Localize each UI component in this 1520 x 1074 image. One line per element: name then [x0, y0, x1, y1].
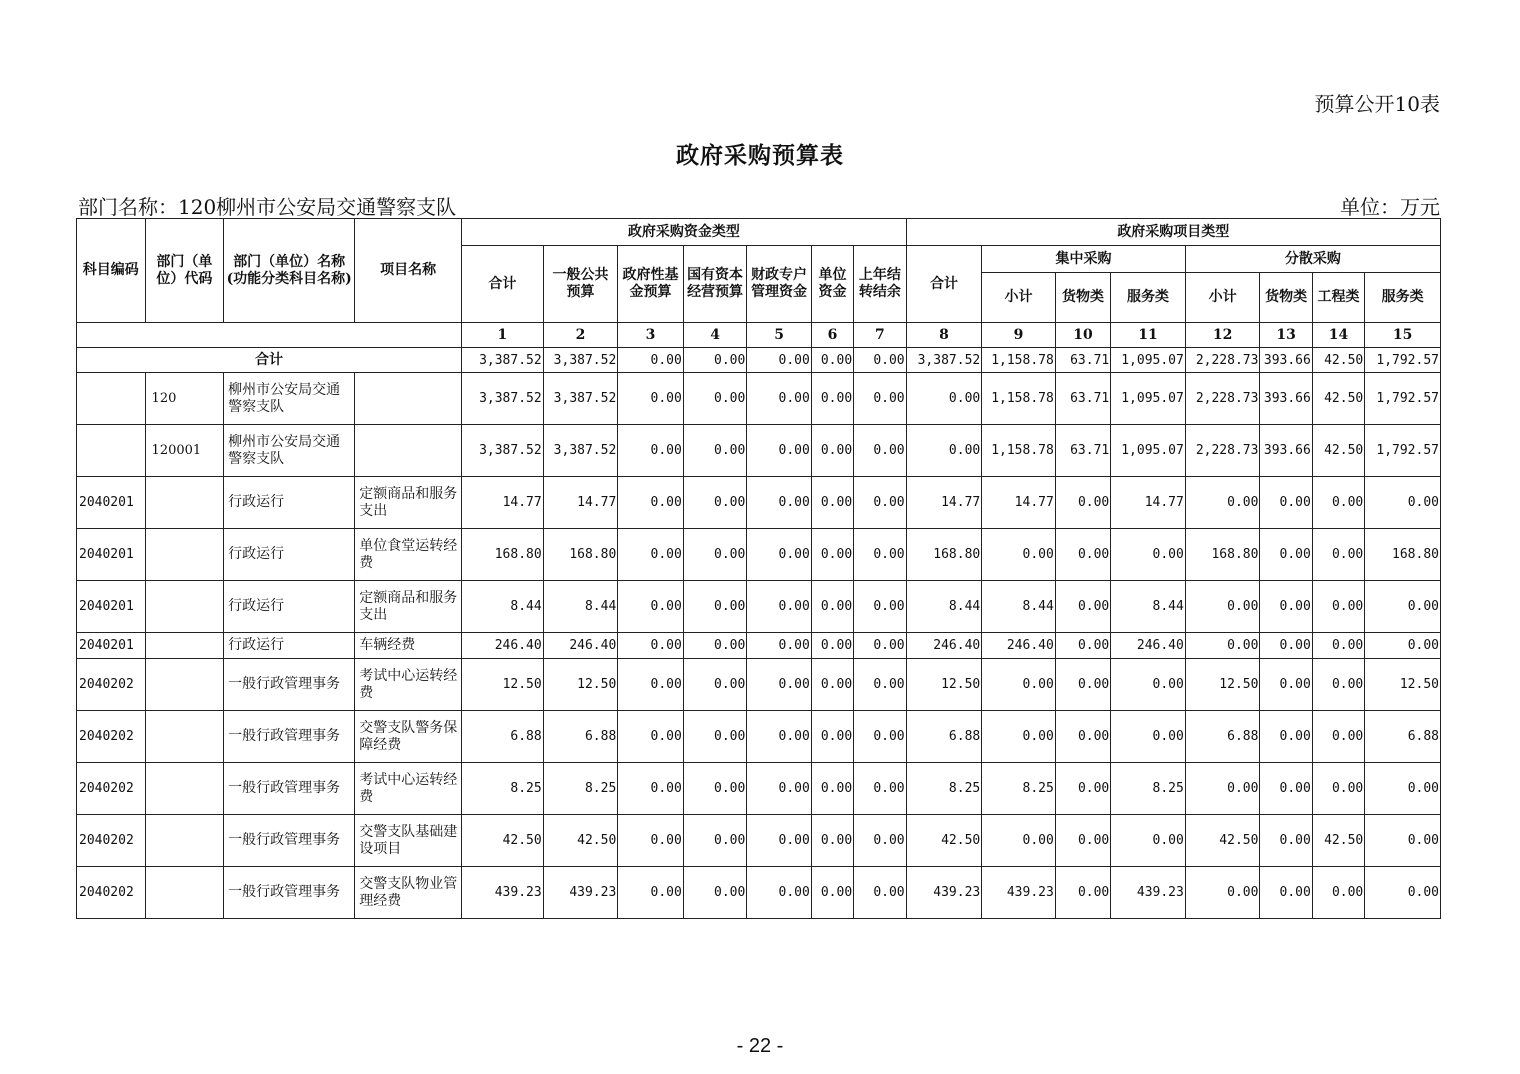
project-name-cell: 单位食堂运转经费 [355, 529, 462, 581]
value-cell: 42.50 [462, 815, 544, 867]
value-cell: 8.25 [543, 763, 618, 815]
value-cell: 0.00 [618, 425, 684, 477]
value-cell: 168.80 [462, 529, 544, 581]
project-name-cell: 交警支队警务保障经费 [355, 711, 462, 763]
value-cell: 0.00 [683, 867, 747, 919]
value-cell: 0.00 [982, 815, 1056, 867]
value-cell: 0.00 [811, 763, 853, 815]
header-project-total: 合计 [906, 246, 982, 323]
value-cell: 393.66 [1260, 373, 1312, 425]
value-cell: 0.00 [618, 711, 684, 763]
value-cell: 0.00 [1260, 477, 1312, 529]
value-cell: 246.40 [462, 633, 544, 659]
value-cell: 0.00 [747, 477, 812, 529]
value-cell: 8.44 [543, 581, 618, 633]
value-cell: 0.00 [1055, 633, 1110, 659]
dept-code-cell [145, 633, 224, 659]
value-cell: 0.00 [906, 373, 982, 425]
value-cell: 0.00 [1260, 763, 1312, 815]
header-central-services: 服务类 [1111, 273, 1186, 323]
value-cell: 0.00 [1365, 477, 1441, 529]
value-cell: 0.00 [1111, 711, 1186, 763]
value-cell: 0.00 [854, 477, 906, 529]
value-cell: 0.00 [618, 373, 684, 425]
total-value-cell: 393.66 [1260, 348, 1312, 373]
value-cell: 3,387.52 [462, 425, 544, 477]
value-cell: 0.00 [811, 815, 853, 867]
header-project-name: 项目名称 [355, 219, 462, 323]
total-value-cell: 1,792.57 [1365, 348, 1441, 373]
value-cell: 0.00 [747, 815, 812, 867]
value-cell: 2,228.73 [1185, 425, 1260, 477]
value-cell: 439.23 [982, 867, 1056, 919]
total-value-cell: 0.00 [811, 348, 853, 373]
value-cell: 0.00 [1365, 633, 1441, 659]
value-cell: 0.00 [811, 659, 853, 711]
header-subject-code: 科目编码 [77, 219, 146, 323]
header-fund-total: 合计 [462, 246, 544, 323]
value-cell: 0.00 [747, 763, 812, 815]
value-cell: 0.00 [618, 529, 684, 581]
column-number: 1 [462, 323, 544, 348]
value-cell: 0.00 [854, 659, 906, 711]
value-cell: 0.00 [1260, 659, 1312, 711]
value-cell: 0.00 [854, 711, 906, 763]
value-cell: 0.00 [1185, 581, 1260, 633]
value-cell: 0.00 [982, 529, 1056, 581]
value-cell: 0.00 [811, 633, 853, 659]
value-cell: 42.50 [1312, 425, 1364, 477]
dept-code-cell [145, 867, 224, 919]
value-cell: 0.00 [1055, 711, 1110, 763]
value-cell: 1,158.78 [982, 425, 1056, 477]
value-cell: 42.50 [1312, 373, 1364, 425]
value-cell: 8.25 [1111, 763, 1186, 815]
value-cell: 0.00 [1185, 477, 1260, 529]
column-number: 12 [1185, 323, 1260, 348]
value-cell: 439.23 [1111, 867, 1186, 919]
dept-name-cell: 一般行政管理事务 [224, 711, 355, 763]
value-cell: 0.00 [1365, 581, 1441, 633]
value-cell: 0.00 [811, 867, 853, 919]
subject-code-cell: 2040202 [77, 659, 146, 711]
subject-code-cell: 2040201 [77, 529, 146, 581]
table-row [77, 373, 1441, 425]
project-name-cell: 交警支队基础建设项目 [355, 815, 462, 867]
value-cell: 8.44 [982, 581, 1056, 633]
total-value-cell: 3,387.52 [462, 348, 544, 373]
header-dispersed-works: 工程类 [1312, 273, 1364, 323]
value-cell: 0.00 [747, 633, 812, 659]
header-special-account: 财政专户管理资金 [747, 246, 812, 323]
page-number: - 22 - [736, 1035, 784, 1057]
dept-code-cell [145, 763, 224, 815]
project-name-cell [355, 373, 462, 425]
value-cell: 14.77 [462, 477, 544, 529]
value-cell: 0.00 [1312, 711, 1364, 763]
value-cell: 0.00 [1185, 867, 1260, 919]
value-cell: 0.00 [854, 867, 906, 919]
value-cell: 0.00 [1055, 477, 1110, 529]
value-cell: 0.00 [1111, 659, 1186, 711]
value-cell: 0.00 [747, 425, 812, 477]
dept-code-cell [145, 815, 224, 867]
total-value-cell: 1,158.78 [982, 348, 1056, 373]
dept-name-cell: 行政运行 [224, 477, 355, 529]
column-number: 15 [1365, 323, 1441, 348]
value-cell: 0.00 [1111, 529, 1186, 581]
value-cell: 14.77 [906, 477, 982, 529]
dept-name-cell: 一般行政管理事务 [224, 763, 355, 815]
value-cell: 393.66 [1260, 425, 1312, 477]
header-project-type-group: 政府采购项目类型 [906, 219, 1440, 246]
value-cell: 0.00 [747, 529, 812, 581]
value-cell: 0.00 [618, 659, 684, 711]
table-row [77, 477, 1441, 529]
project-name-cell [355, 425, 462, 477]
value-cell: 3,387.52 [543, 425, 618, 477]
value-cell: 14.77 [1111, 477, 1186, 529]
value-cell: 0.00 [982, 711, 1056, 763]
table-row [77, 711, 1441, 763]
value-cell: 63.71 [1055, 373, 1110, 425]
project-name-cell: 定额商品和服务支出 [355, 581, 462, 633]
subject-code-cell: 2040202 [77, 763, 146, 815]
value-cell: 0.00 [982, 659, 1056, 711]
value-cell: 0.00 [1055, 763, 1110, 815]
column-number: 3 [618, 323, 684, 348]
value-cell: 0.00 [1312, 529, 1364, 581]
value-cell: 0.00 [1312, 659, 1364, 711]
header-central-subtotal: 小计 [982, 273, 1056, 323]
value-cell: 0.00 [747, 373, 812, 425]
column-number-spacer [77, 323, 462, 348]
subject-code-cell: 2040201 [77, 477, 146, 529]
header-fund-type-group: 政府采购资金类型 [462, 219, 907, 246]
dept-name-cell: 一般行政管理事务 [224, 867, 355, 919]
value-cell: 12.50 [906, 659, 982, 711]
dept-name-cell: 行政运行 [224, 581, 355, 633]
value-cell: 0.00 [683, 581, 747, 633]
total-value-cell: 1,095.07 [1111, 348, 1186, 373]
value-cell: 8.25 [982, 763, 1056, 815]
value-cell: 0.00 [1312, 633, 1364, 659]
value-cell: 0.00 [618, 815, 684, 867]
dept-code-cell [145, 659, 224, 711]
value-cell: 0.00 [854, 633, 906, 659]
column-number: 4 [683, 323, 747, 348]
column-number: 13 [1260, 323, 1312, 348]
value-cell: 0.00 [1260, 815, 1312, 867]
value-cell: 0.00 [683, 763, 747, 815]
value-cell: 3,387.52 [543, 373, 618, 425]
value-cell: 0.00 [1260, 633, 1312, 659]
value-cell: 0.00 [854, 581, 906, 633]
dept-code-cell: 120001 [145, 425, 224, 477]
value-cell: 6.88 [1365, 711, 1441, 763]
value-cell: 246.40 [982, 633, 1056, 659]
value-cell: 0.00 [854, 373, 906, 425]
table-row [77, 529, 1441, 581]
header-dept-code: 部门（单位）代码 [145, 219, 224, 323]
project-name-cell: 交警支队物业管理经费 [355, 867, 462, 919]
project-name-cell: 车辆经费 [355, 633, 462, 659]
header-general-budget: 一般公共预算 [543, 246, 618, 323]
dept-code-cell [145, 529, 224, 581]
value-cell: 0.00 [1111, 815, 1186, 867]
value-cell: 0.00 [854, 425, 906, 477]
value-cell: 42.50 [543, 815, 618, 867]
value-cell: 6.88 [906, 711, 982, 763]
value-cell: 0.00 [683, 373, 747, 425]
value-cell: 42.50 [1312, 815, 1364, 867]
column-number: 7 [854, 323, 906, 348]
total-value-cell: 63.71 [1055, 348, 1110, 373]
dept-name-cell: 一般行政管理事务 [224, 815, 355, 867]
value-cell: 1,792.57 [1365, 373, 1441, 425]
column-number: 11 [1111, 323, 1186, 348]
dept-code-cell: 120 [145, 373, 224, 425]
value-cell: 439.23 [543, 867, 618, 919]
value-cell: 14.77 [543, 477, 618, 529]
value-cell: 8.44 [1111, 581, 1186, 633]
column-number: 6 [811, 323, 853, 348]
value-cell: 0.00 [811, 711, 853, 763]
value-cell: 0.00 [1260, 581, 1312, 633]
header-central-procurement: 集中采购 [982, 246, 1186, 273]
value-cell: 246.40 [1111, 633, 1186, 659]
value-cell: 439.23 [906, 867, 982, 919]
department-name: 部门名称：120柳州市公安局交通警察支队 [78, 195, 457, 219]
column-number: 9 [982, 323, 1056, 348]
value-cell: 0.00 [1185, 633, 1260, 659]
value-cell: 0.00 [683, 425, 747, 477]
table-number: 预算公开10表 [1314, 92, 1440, 116]
value-cell: 0.00 [1365, 867, 1441, 919]
value-cell: 0.00 [1260, 529, 1312, 581]
value-cell: 1,095.07 [1111, 373, 1186, 425]
column-number: 10 [1055, 323, 1110, 348]
value-cell: 0.00 [1055, 867, 1110, 919]
value-cell: 0.00 [1055, 581, 1110, 633]
value-cell: 168.80 [906, 529, 982, 581]
value-cell: 0.00 [811, 425, 853, 477]
total-value-cell: 42.50 [1312, 348, 1364, 373]
value-cell: 0.00 [854, 529, 906, 581]
value-cell: 0.00 [811, 529, 853, 581]
value-cell: 0.00 [683, 815, 747, 867]
project-name-cell: 考试中心运转经费 [355, 659, 462, 711]
header-dispersed-services: 服务类 [1365, 273, 1441, 323]
total-value-cell: 0.00 [747, 348, 812, 373]
value-cell: 0.00 [1312, 763, 1364, 815]
value-cell: 8.44 [906, 581, 982, 633]
value-cell: 168.80 [543, 529, 618, 581]
table-row [77, 815, 1441, 867]
value-cell: 0.00 [683, 477, 747, 529]
value-cell: 0.00 [1312, 581, 1364, 633]
value-cell: 6.88 [462, 711, 544, 763]
value-cell: 0.00 [618, 633, 684, 659]
header-dispersed-procurement: 分散采购 [1185, 246, 1440, 273]
subject-code-cell [77, 373, 146, 425]
dept-name-cell: 一般行政管理事务 [224, 659, 355, 711]
value-cell: 0.00 [811, 477, 853, 529]
value-cell: 1,095.07 [1111, 425, 1186, 477]
subject-code-cell: 2040202 [77, 711, 146, 763]
dept-code-cell [145, 477, 224, 529]
total-value-cell: 0.00 [854, 348, 906, 373]
table-row [77, 763, 1441, 815]
header-dispersed-subtotal: 小计 [1185, 273, 1260, 323]
table-row [77, 659, 1441, 711]
project-name-cell: 定额商品和服务支出 [355, 477, 462, 529]
value-cell: 0.00 [854, 763, 906, 815]
value-cell: 0.00 [1365, 763, 1441, 815]
column-number: 5 [747, 323, 812, 348]
value-cell: 42.50 [1185, 815, 1260, 867]
total-value-cell: 0.00 [683, 348, 747, 373]
value-cell: 246.40 [906, 633, 982, 659]
value-cell: 0.00 [1260, 711, 1312, 763]
total-value-cell: 3,387.52 [543, 348, 618, 373]
value-cell: 12.50 [1365, 659, 1441, 711]
dept-name-cell: 柳州市公安局交通警察支队 [224, 373, 355, 425]
table-row [77, 425, 1441, 477]
header-gov-fund: 政府性基金预算 [618, 246, 684, 323]
table-row [77, 867, 1441, 919]
header-dispersed-goods: 货物类 [1260, 273, 1312, 323]
value-cell: 3,387.52 [462, 373, 544, 425]
dept-code-cell [145, 711, 224, 763]
value-cell: 6.88 [1185, 711, 1260, 763]
value-cell: 0.00 [683, 711, 747, 763]
value-cell: 12.50 [543, 659, 618, 711]
dept-name-cell: 行政运行 [224, 529, 355, 581]
value-cell: 0.00 [811, 373, 853, 425]
header-dept-name: 部门（单位）名称(功能分类科目名称) [224, 219, 355, 323]
value-cell: 0.00 [1055, 659, 1110, 711]
value-cell: 0.00 [747, 867, 812, 919]
subject-code-cell: 2040202 [77, 867, 146, 919]
dept-name-cell: 行政运行 [224, 633, 355, 659]
dept-name-cell: 柳州市公安局交通警察支队 [224, 425, 355, 477]
value-cell: 8.25 [906, 763, 982, 815]
value-cell: 0.00 [747, 659, 812, 711]
unit-label: 单位：万元 [1340, 195, 1440, 219]
table-row [77, 581, 1441, 633]
value-cell: 439.23 [462, 867, 544, 919]
value-cell: 0.00 [683, 633, 747, 659]
column-number: 14 [1312, 323, 1364, 348]
header-unit-funds: 单位资金 [811, 246, 853, 323]
value-cell: 0.00 [747, 711, 812, 763]
value-cell: 0.00 [683, 529, 747, 581]
document-title: 政府采购预算表 [676, 142, 844, 169]
value-cell: 0.00 [1185, 763, 1260, 815]
total-label: 合计 [77, 348, 462, 373]
value-cell: 1,158.78 [982, 373, 1056, 425]
subject-code-cell: 2040202 [77, 815, 146, 867]
project-name-cell: 考试中心运转经费 [355, 763, 462, 815]
value-cell: 168.80 [1365, 529, 1441, 581]
value-cell: 0.00 [747, 581, 812, 633]
value-cell: 0.00 [618, 477, 684, 529]
value-cell: 0.00 [1055, 529, 1110, 581]
value-cell: 0.00 [1365, 815, 1441, 867]
value-cell: 0.00 [1312, 477, 1364, 529]
dept-code-cell [145, 581, 224, 633]
value-cell: 12.50 [462, 659, 544, 711]
value-cell: 0.00 [906, 425, 982, 477]
value-cell: 14.77 [982, 477, 1056, 529]
value-cell: 168.80 [1185, 529, 1260, 581]
value-cell: 1,792.57 [1365, 425, 1441, 477]
value-cell: 0.00 [1312, 867, 1364, 919]
subject-code-cell: 2040201 [77, 633, 146, 659]
value-cell: 0.00 [811, 581, 853, 633]
column-number: 2 [543, 323, 618, 348]
value-cell: 63.71 [1055, 425, 1110, 477]
value-cell: 8.25 [462, 763, 544, 815]
value-cell: 0.00 [1055, 815, 1110, 867]
value-cell: 6.88 [543, 711, 618, 763]
procurement-budget-table [76, 218, 1441, 919]
total-value-cell: 3,387.52 [906, 348, 982, 373]
value-cell: 0.00 [683, 659, 747, 711]
header-central-goods: 货物类 [1055, 273, 1110, 323]
total-value-cell: 0.00 [618, 348, 684, 373]
value-cell: 0.00 [618, 763, 684, 815]
header-state-capital: 国有资本经营预算 [683, 246, 747, 323]
value-cell: 8.44 [462, 581, 544, 633]
value-cell: 12.50 [1185, 659, 1260, 711]
subject-code-cell: 2040201 [77, 581, 146, 633]
subject-code-cell [77, 425, 146, 477]
value-cell: 2,228.73 [1185, 373, 1260, 425]
table-row [77, 633, 1441, 659]
value-cell: 246.40 [543, 633, 618, 659]
value-cell: 0.00 [618, 867, 684, 919]
value-cell: 0.00 [1260, 867, 1312, 919]
total-value-cell: 2,228.73 [1185, 348, 1260, 373]
value-cell: 0.00 [854, 815, 906, 867]
header-carryover: 上年结转结余 [854, 246, 906, 323]
value-cell: 42.50 [906, 815, 982, 867]
column-number: 8 [906, 323, 982, 348]
value-cell: 0.00 [618, 581, 684, 633]
